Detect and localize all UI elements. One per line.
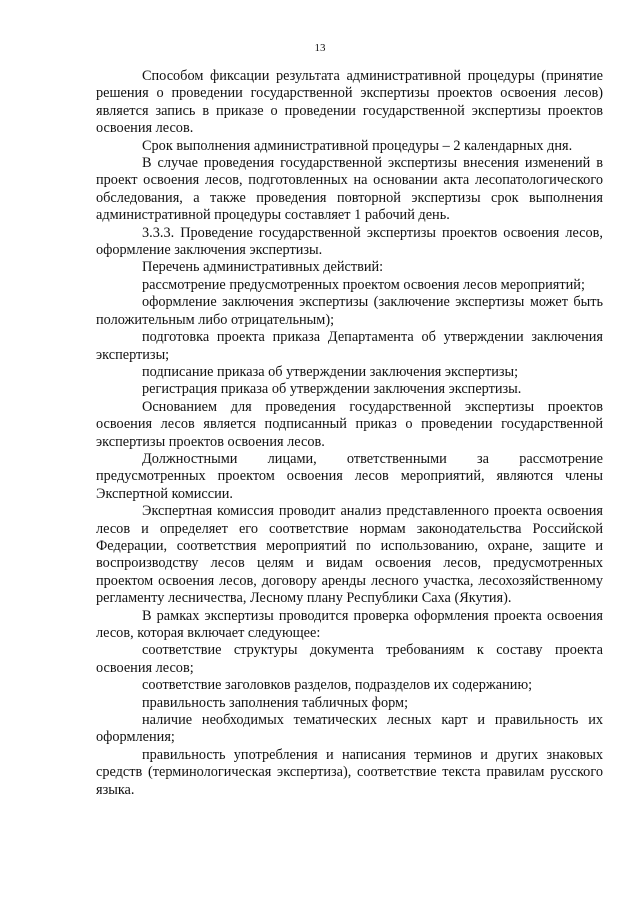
list-item-review: рассмотрение предусмотренных проектом освоения лесов мероприятий; xyxy=(142,276,585,293)
list-item-order-signing: подписание приказа об утверждении заключения экспертизы; xyxy=(142,363,519,380)
list-item-terminology: правильность употребления и написания терминов и других знаковых средств (терминологическая экспертиза), соответствие текста правилам русского языка. xyxy=(96,746,603,798)
paragraph-fixation-method: Способом фиксации результата административной процедуры (принятие решения о проведении государственной экспертизы проектов освоения лесов) является запись в приказе о проведении государственной экспертизы проектов освоения лесов. xyxy=(96,68,603,137)
page-number: 13 xyxy=(314,42,326,54)
paragraph-actions-list-intro: Перечень административных действий: xyxy=(142,259,384,276)
list-item-tables: правильность заполнения табличных форм; xyxy=(142,694,409,711)
list-item-structure: соответствие структуры документа требованиям к составу проекта освоения лесов; xyxy=(96,642,603,676)
list-item-headings: соответствие заголовков разделов, подразделов их содержанию; xyxy=(142,677,533,694)
paragraph-basis: Основанием для проведения государственной экспертизы проектов освоения лесов является подписанный приказ о проведении государственной экспертизы проектов освоения лесов. xyxy=(96,398,603,450)
list-item-order-draft: подготовка проекта приказа Департамента об утверждении заключения экспертизы; xyxy=(96,329,603,363)
paragraph-responsible-officials: Должностными лицами, ответственными за рассмотрение предусмотренных проектом освоения лесов мероприятий, являются члены Экспертной комиссии. xyxy=(96,450,603,502)
document-body xyxy=(96,68,603,799)
list-item-conclusion: оформление заключения экспертизы (заключение экспертизы может быть положительным либо отрицательным); xyxy=(96,294,603,328)
paragraph-deadline: Срок выполнения административной процедуры – 2 календарных дня. xyxy=(142,137,573,154)
paragraph-check-intro: В рамках экспертизы проводится проверка оформления проекта освоения лесов, которая включает следующее: xyxy=(96,607,603,641)
paragraph-repeat-expertise: В случае проведения государственной экспертизы внесения изменений в проект освоения лесов, подготовленных на основании акта лесопатологического обследования, а также проведения повторной экспертизы срок выполнения административной процедуры составляет 1 рабочий день. xyxy=(96,155,603,224)
paragraph-commission-analysis: Экспертная комиссия проводит анализ представленного проекта освоения лесов и определяет его соответствие нормам законодательства Российской Федерации, соответствия мероприятий по использованию, охране, защите и воспроизводству лесов целям и видам освоения лесов, предусмотренных проектом освоения лесов, договору аренды лесного участка, лесохозяйственному регламенту лесничества, Лесному плану Республики Саха (Якутия). xyxy=(96,503,603,607)
section-heading-3-3-3: 3.3.3. Проведение государственной экспертизы проектов освоения лесов, оформление заключения экспертизы. xyxy=(96,224,603,259)
list-item-maps: наличие необходимых тематических лесных карт и правильность их оформления; xyxy=(96,712,603,746)
list-item-order-registration: регистрация приказа об утверждении заключения экспертизы. xyxy=(142,381,522,398)
